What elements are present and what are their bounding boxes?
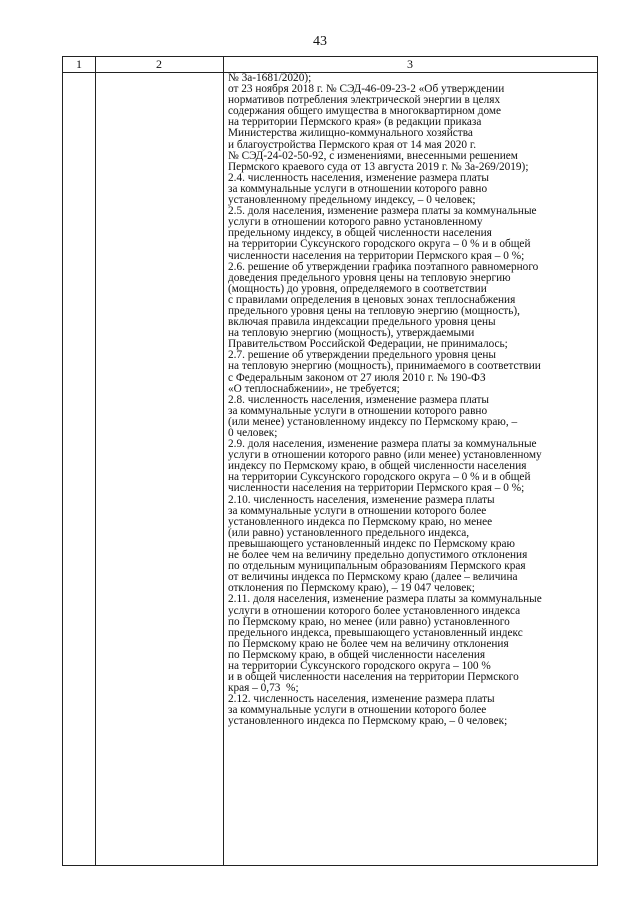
column-3-text (228, 73, 596, 728)
text-line: от 23 ноября 2018 г. № СЭД-46-09-23-2 «Об утверждении (228, 83, 505, 96)
text-line: за коммунальные услуги в отношении которого равно (228, 404, 488, 417)
text-line: отклонения по Пермскому краю), – 19 047 человек; (228, 582, 475, 595)
text-line: численности населения на территории Пермского края – 0 %; (228, 482, 525, 495)
text-line: 2.6. решение об утверждении графика поэтапного равномерного (228, 260, 539, 273)
text-line: индексу по Пермскому краю, в общей численности населения (228, 460, 527, 473)
header-col-2: 2 (156, 57, 162, 71)
text-line: не более чем на величину предельно допустимого отклонения (228, 549, 528, 562)
text-line: услуги в отношении которого равно (или менее) установленному (228, 449, 542, 462)
text-line: на тепловую энергию (мощность), утверждаемыми (228, 327, 475, 340)
text-line: с Федеральным законом от 27 июля 2010 г. № 190-ФЗ (228, 371, 486, 384)
text-line: услуги в отношении которого равно установленному (228, 216, 483, 229)
text-line: 2.11. доля населения, изменение размера платы за коммунальные (228, 593, 542, 606)
text-line: от величины индекса по Пермскому краю (далее – величина (228, 571, 518, 584)
text-line: Пермского краевого суда от 13 августа 2019 г. № 3а-269/2019); (228, 160, 529, 173)
text-line: по Пермскому краю, в общей численности населения (228, 648, 486, 661)
text-line: (или равно) установленного предельного индекса, (228, 526, 470, 539)
text-line: 2.5. доля населения, изменение размера платы за коммунальные (228, 205, 537, 218)
text-line: нормативов потребления электрической энергии в целях (228, 94, 501, 107)
text-line: с правилами определения в ценовых зонах теплоснабжения (228, 293, 516, 306)
text-line: по отдельным муниципальным образованиям Пермского края (228, 560, 526, 573)
text-line: включая правила индексации предельного уровня цены (228, 316, 496, 329)
header-col-1: 1 (76, 57, 82, 71)
document-table (62, 56, 598, 866)
text-line: установленного индекса по Пермскому краю, – 0 человек; (228, 715, 508, 728)
text-line: Министерства жилищно-коммунального хозяйства (228, 127, 473, 140)
text-line: предельного индекса, превышающего установленный индекс (228, 626, 523, 639)
text-line: 2.4. численность населения, изменение размера платы (228, 171, 489, 184)
text-line: 2.7. решение об утверждении предельного уровня цены (228, 349, 497, 362)
text-line: на тепловую энергию (мощность), принимаемого в соответствии (228, 360, 541, 373)
table-header-row (63, 57, 597, 73)
text-line: за коммунальные услуги в отношении которого более (228, 504, 487, 517)
text-line: предельному индексу, в общей численности населения (228, 227, 492, 240)
text-line: и благоустройства Пермского края от 14 мая 2020 г. (228, 138, 477, 151)
text-line: 0 человек; (228, 427, 278, 439)
column-divider-2 (223, 57, 224, 865)
text-line: 2.12. численность населения, изменение размера платы (228, 693, 495, 706)
text-line: на территории Суксунского городского округа – 0 % и в общей (228, 238, 531, 251)
text-line: численности населения на территории Пермского края – 0 %; (228, 249, 525, 262)
text-line: № 3а-1681/2020); (228, 72, 312, 84)
text-line: и в общей численности населения на территории Пермского (228, 671, 519, 684)
text-line: на территории Суксунского городского округа – 100 % (228, 659, 491, 672)
text-line: «О теплоснабжении», не требуется; (228, 382, 400, 395)
text-line: по Пермскому краю, но менее (или равно) установленного (228, 615, 510, 628)
text-line: на территории Суксунского городского округа – 0 % и в общей (228, 471, 531, 484)
page-number: 43 (313, 34, 327, 49)
text-line: предельного уровня цены на тепловую энергию (мощность), (228, 304, 520, 317)
text-line: (или менее) установленному индексу по Пермскому краю, – (228, 415, 518, 428)
text-line: доведения предельного уровня цены на тепловую энергию (228, 271, 511, 284)
text-line: превышающего установленный индекс по Пермскому краю (228, 537, 515, 550)
text-line: на территории Пермского края» (в редакции приказа (228, 116, 482, 129)
text-line: установленного индекса по Пермскому краю, но менее (228, 515, 493, 528)
text-line: за коммунальные услуги в отношении которого более (228, 704, 487, 717)
text-line: установленному предельному индексу, – 0 человек; (228, 194, 476, 207)
text-line: услуги в отношении которого более установленного индекса (228, 604, 521, 617)
column-divider-1 (95, 57, 96, 865)
text-line: (мощность) до уровня, определяемого в соответствии (228, 282, 487, 295)
text-line: содержания общего имущества в многоквартирном доме (228, 105, 502, 118)
text-line: 2.8. численность населения, изменение размера платы (228, 393, 489, 406)
text-line: за коммунальные услуги в отношении которого равно (228, 182, 488, 195)
text-line: по Пермскому краю не более чем на величину отклонения (228, 637, 509, 650)
header-col-3: 3 (407, 57, 413, 71)
text-line: 2.9. доля населения, изменение размера платы за коммунальные (228, 438, 537, 451)
text-line: Правительством Российской Федерации, не принималось; (228, 338, 508, 351)
text-line: края – 0,73 %; (228, 682, 299, 695)
text-line: № СЭД-24-02-50-92, с изменениями, внесенными решением (228, 149, 518, 162)
text-line: 2.10. численность населения, изменение размера платы (228, 493, 495, 506)
